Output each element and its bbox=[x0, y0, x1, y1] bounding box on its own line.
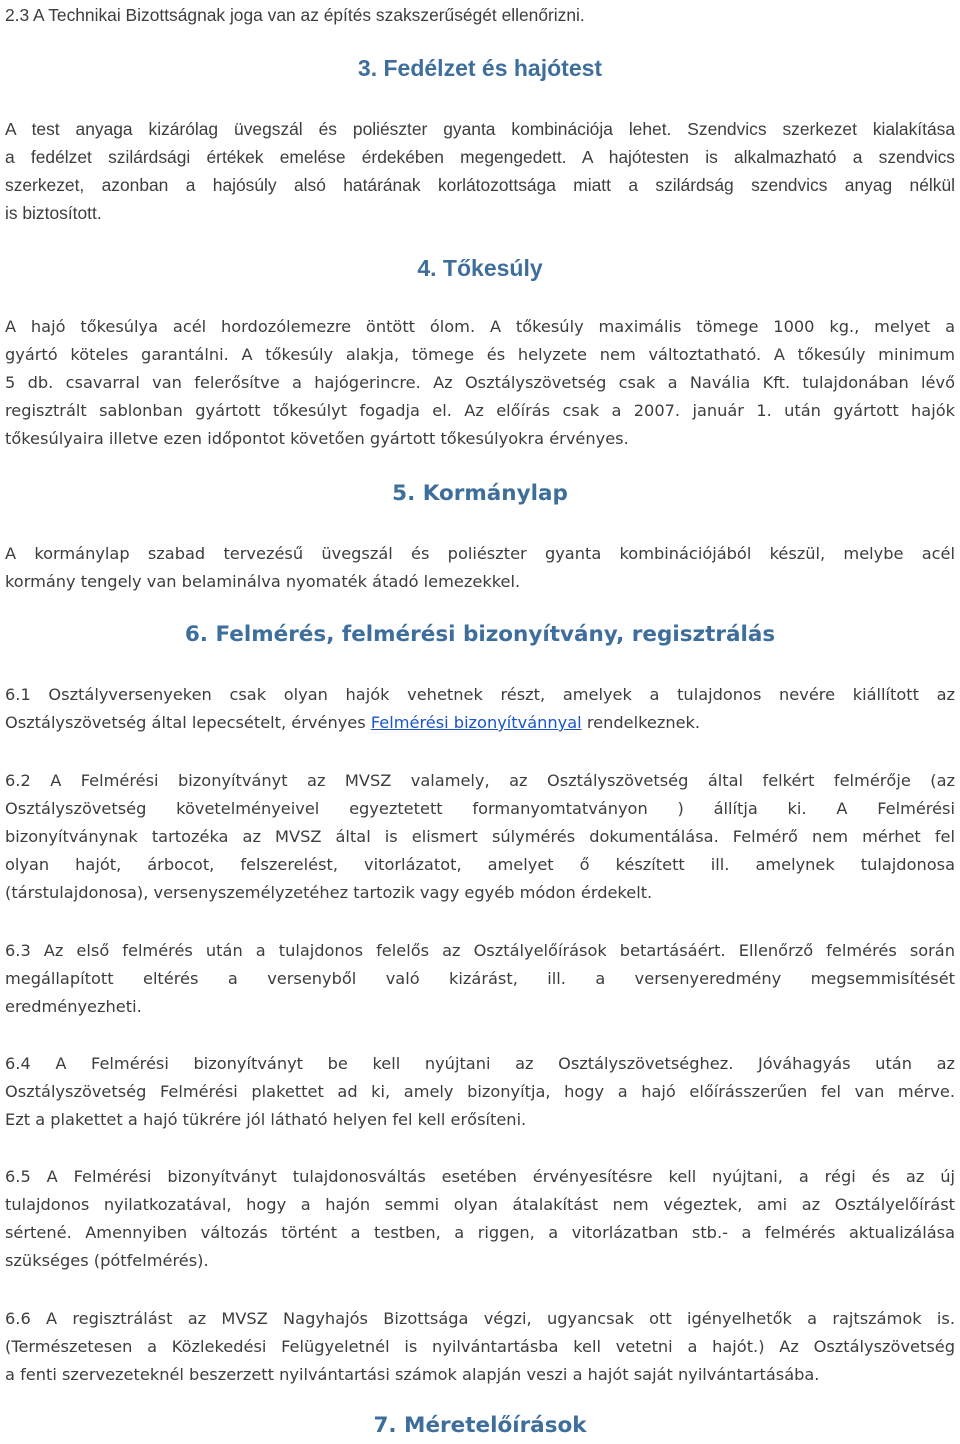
p65-line-3: sértené. Amennyiben változás történt a testben, a riggen, a vitorlázatban stb.- a felmérés aktualizálása bbox=[5, 1223, 955, 1242]
p62-line-3: bizonyítványnak tartozéka az MVSZ által is elismert súlymérés dokumentálása. Felmérő nem mérhet fel bbox=[5, 827, 955, 846]
p65-line-1: 6.5 A Felmérési bizonyítványt tulajdonosváltás esetében érvényesítésre kell nyújtani, a régi és az új bbox=[5, 1167, 955, 1186]
p61-line-2 bbox=[5, 709, 955, 737]
p63-line-2: megállapított eltérés a versenyből való kizárást, ill. a versenyeredmény megsemmisítését bbox=[5, 969, 955, 988]
p61-line-1: 6.1 Osztályversenyeken csak olyan hajók vehetnek részt, amelyek a tulajdonos nevére kiállított az bbox=[5, 685, 955, 704]
heading-6-felmeres: 6. Felmérés, felmérési bizonyítvány, regisztrálás bbox=[184, 622, 776, 647]
p62-line-2: Osztályszövetség követelményeivel egyeztetett formanyomtatványon ) állítja ki. A Felmérési bbox=[5, 799, 955, 818]
paragraph-2-3: 2.3 A Technikai Bizottságnak joga van az építés szakszerűségét ellenőrizni. bbox=[5, 5, 585, 25]
s4-line-5: tőkesúlyaira illetve ezen időpontot követően gyártott tőkesúlyokra érvényes. bbox=[5, 429, 629, 448]
felmeresi-bizonyitvany-link[interactable]: Felmérési bizonyítvánnyal bbox=[370, 713, 582, 732]
p63-line-3: eredményezheti. bbox=[5, 997, 142, 1016]
p62-line-4: olyan hajót, árbocot, felszerelést, vitorlázatot, amelyet ő készített ill. amelynek tulajdonosa bbox=[5, 855, 955, 874]
s3-line-2: a fedélzet szilárdsági értékek emelése érdekében megengedett. A hajótesten is alkalmazható a szendvics bbox=[5, 147, 955, 167]
s5-line-2: kormány tengely van belaminálva nyomaték átadó lemezekkel. bbox=[5, 572, 521, 591]
p66-line-2: (Természetesen a Közlekedési Felügyeletnél is nyilvántartásba kell vetetni a hajót.) Az Osztályszövetség bbox=[5, 1337, 955, 1356]
heading-7-meretelőirasok: 7. Méretelőírások bbox=[373, 1413, 587, 1438]
s5-line-1: A kormánylap szabad tervezésű üvegszál és poliészter gyanta kombinációjából készül, melybe acél bbox=[5, 544, 955, 563]
s4-line-3: 5 db. csavarral van felerősítve a hajógerincre. Az Osztályszövetség csak a Navália Kft. tulajdonában lévő bbox=[5, 373, 955, 392]
heading-3-fedelzet: 3. Fedélzet és hajótest bbox=[357, 55, 603, 81]
s4-line-4: regisztrált sablonban gyártott tőkesúlyt fogadja el. Az előírás csak a 2007. január 1. után gyártott hajók bbox=[5, 401, 955, 420]
s4-line-2: gyártó köteles garantálni. A tőkesúly alakja, tömege és helyzete nem változtatható. A tőkesúly minimum bbox=[5, 345, 955, 364]
p66-line-1: 6.6 A regisztrálást az MVSZ Nagyhajós Bizottsága végzi, ugyancsak ott igényelhetők a rajtszámok is. bbox=[5, 1309, 955, 1328]
p65-line-2: tulajdonos nyilatkozatával, hogy a hajón semmi olyan átalakítást nem végeztek, ami az Osztályelőírást bbox=[5, 1195, 955, 1214]
p62-line-5: (társtulajdonosa), versenyszemélyzetéhez tartozik vagy egyéb módon érdekelt. bbox=[5, 883, 653, 902]
p66-line-3: a fenti szervezeteknél beszerzett nyilvántartási számok alapján veszi a hajót saját nyilvántartásába. bbox=[5, 1365, 820, 1384]
p63-line-1: 6.3 Az első felmérés után a tulajdonos felelős az Osztályelőírások betartásáért. Ellenőrző felmérés során bbox=[5, 941, 955, 960]
p65-line-4: szükséges (pótfelmérés). bbox=[5, 1251, 209, 1270]
heading-4-tokesuly: 4. Tőkesúly bbox=[417, 255, 543, 281]
heading-5-kormanylap: 5. Kormánylap bbox=[392, 481, 568, 506]
p61-text-before: Osztályszövetség által lepecsételt, érvényes bbox=[5, 713, 371, 732]
p64-line-3: Ezt a plakettet a hajó tükrére jól látható helyen fel kell erősíteni. bbox=[5, 1110, 527, 1129]
p61-text-after: rendelkeznek. bbox=[581, 713, 701, 732]
s3-line-1: A test anyaga kizárólag üvegszál és poliészter gyanta kombinációja lehet. Szendvics szerkezet kialakítása bbox=[5, 119, 955, 139]
s4-line-1: A hajó tőkesúlya acél hordozólemezre öntött ólom. A tőkesúly maximális tömege 1000 kg., melyet a bbox=[5, 317, 955, 336]
s3-line-4: is biztosított. bbox=[5, 203, 102, 223]
s3-line-3: szerkezet, azonban a hajósúly alsó határának korlátozottsága miatt a szilárdság szendvics anyag nélkül bbox=[5, 175, 955, 195]
p62-line-1: 6.2 A Felmérési bizonyítványt az MVSZ valamely, az Osztályszövetség által felkért felmérője (az bbox=[5, 771, 955, 790]
p64-line-2: Osztályszövetség Felmérési plakettet ad ki, amely bizonyítja, hogy a hajó előírásszerűen fel van mérve. bbox=[5, 1082, 955, 1101]
p64-line-1: 6.4 A Felmérési bizonyítványt be kell nyújtani az Osztályszövetséghez. Jóváhagyás után az bbox=[5, 1054, 955, 1073]
